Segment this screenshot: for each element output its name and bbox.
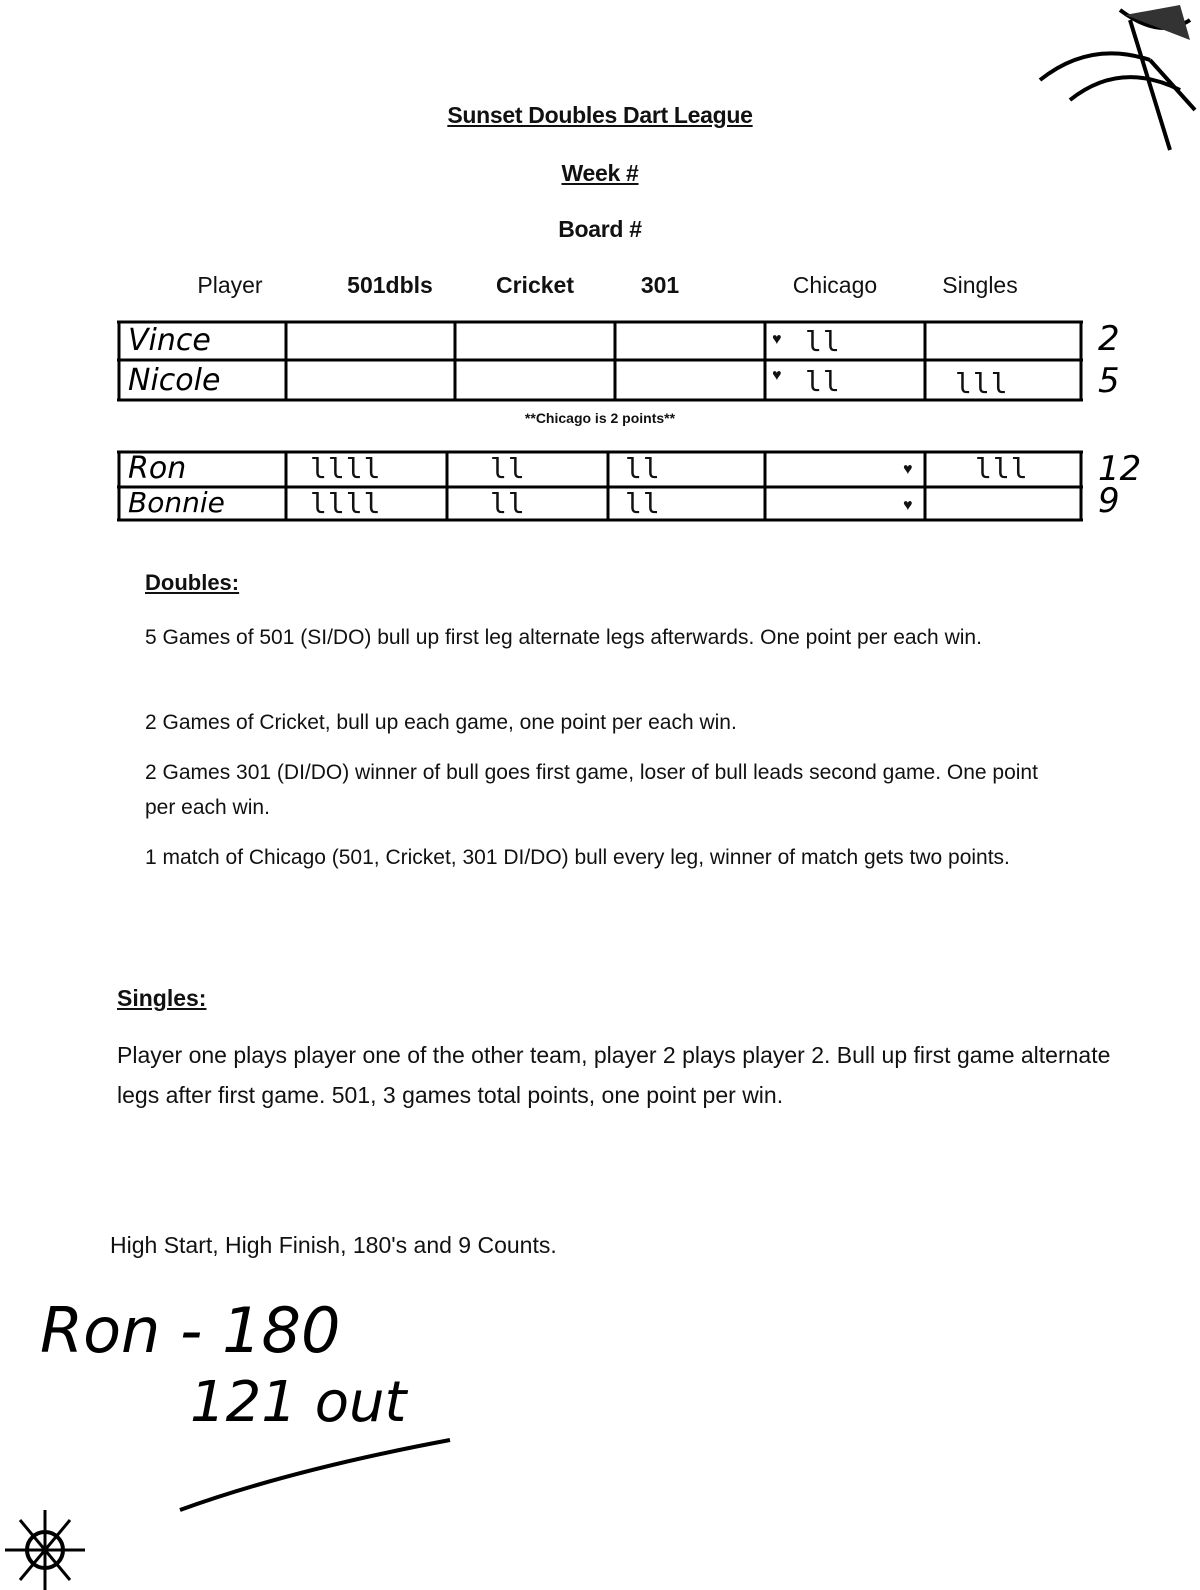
- chicago-tally: ll: [805, 325, 841, 358]
- doubles-rule: 2 Games 301 (DI/DO) winner of bull goes first game, loser of bull leads second game. One point per each win.: [145, 761, 1038, 819]
- singles-tally: lll: [975, 452, 1029, 485]
- handwritten-note: 121 out: [190, 1370, 407, 1435]
- cricket-tally: ll: [490, 487, 526, 520]
- chicago-note: **Chicago is 2 points**: [524, 410, 676, 426]
- 501dbls-tally: llll: [310, 487, 382, 520]
- 301-tally: ll: [625, 487, 661, 520]
- player-total: 12: [1098, 449, 1142, 489]
- singles-rule: Player one plays player one of the other team, player 2 plays player 2. Bull up first game alternate legs after first game. 501, 3 games total points, one point per win.: [117, 1042, 1111, 1108]
- singles-tally: lll: [955, 367, 1009, 400]
- doubles-rule: 5 Games of 501 (SI/DO) bull up first leg alternate legs afterwards. One point per each win.: [145, 626, 982, 649]
- cricket-tally: ll: [490, 452, 526, 485]
- heart-icon: ♥: [903, 461, 913, 478]
- extras-note: High Start, High Finish, 180's and 9 Counts.: [110, 1232, 557, 1258]
- heart-icon: ♥: [772, 367, 782, 384]
- 301-tally: ll: [625, 452, 661, 485]
- doubles-rule: 2 Games of Cricket, bull up each game, one point per each win.: [145, 711, 737, 734]
- player-name: Nicole: [128, 363, 221, 398]
- 501dbls-tally: llll: [310, 452, 382, 485]
- col-header-singles: Singles: [942, 272, 1018, 298]
- handwritten-note: Ron - 180: [40, 1294, 341, 1367]
- board-label: Board #: [558, 216, 642, 242]
- player-name: Bonnie: [128, 486, 225, 519]
- player-name: Vince: [128, 323, 211, 358]
- doubles-heading: Doubles:: [145, 570, 240, 595]
- singles-heading: Singles:: [117, 985, 207, 1011]
- player-total: 2: [1098, 319, 1120, 359]
- heart-icon: ♥: [772, 331, 782, 348]
- col-header-cricket: Cricket: [496, 272, 574, 298]
- col-header-player: Player: [197, 272, 263, 298]
- player-total: 9: [1098, 481, 1120, 521]
- doubles-rule: 1 match of Chicago (501, Cricket, 301 DI/DO) bull every leg, winner of match gets two points.: [145, 846, 1010, 869]
- week-label: Week #: [561, 160, 639, 186]
- col-header-501dbls: 501dbls: [347, 272, 433, 298]
- chicago-tally: ll: [805, 365, 841, 398]
- league-title: Sunset Doubles Dart League: [447, 102, 753, 128]
- doodle-corner-bottom-left: [0, 1500, 90, 1590]
- heart-icon: ♥: [903, 497, 913, 514]
- handwritten-underline: [170, 1400, 470, 1520]
- player-name: Ron: [128, 451, 187, 486]
- col-header-chicago: Chicago: [792, 272, 878, 298]
- player-total: 5: [1098, 361, 1120, 401]
- col-header-301: 301: [640, 272, 680, 298]
